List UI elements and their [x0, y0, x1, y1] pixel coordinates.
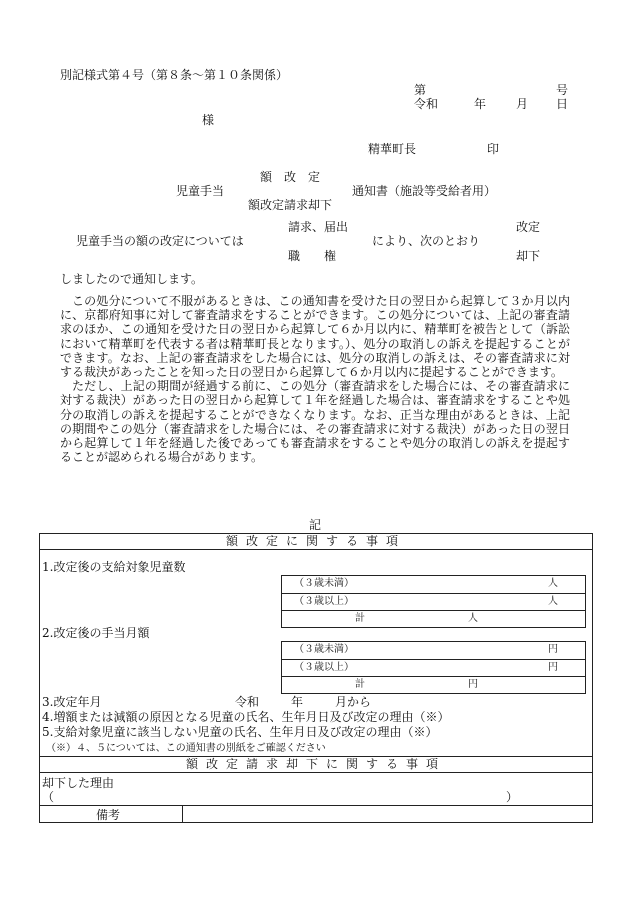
amount-row-under3 — [282, 642, 585, 658]
remarks-divider — [182, 805, 183, 823]
amount-row-total — [282, 676, 585, 693]
seal-mark: 印 — [487, 142, 500, 156]
item-3-era: 令和 — [235, 695, 260, 709]
reject-reason-paren-close: ） — [506, 790, 519, 804]
item-3-year: 年 — [291, 695, 304, 709]
amount-under3-label: （３歳未満） — [294, 644, 354, 655]
reject-reason-paren-open: （ — [42, 790, 55, 804]
date-era: 令和 — [414, 97, 439, 111]
amount-box — [281, 641, 586, 694]
date-year: 年 — [474, 97, 487, 111]
remarks-label: 備考 — [96, 808, 121, 822]
change-section-header: 額改定に関する事項 — [40, 534, 592, 550]
footnote: （※）４、５については、この通知書の別紙をご確認ください — [46, 743, 326, 754]
option-request: 請求、届出 — [288, 220, 349, 234]
reject-reason-label: 却下した理由 — [42, 776, 115, 790]
children-under3-label: （３歳未満） — [294, 578, 354, 589]
children-row-total — [282, 610, 585, 627]
option-authority: 職 権 — [288, 249, 337, 263]
appeal-paragraph-2: ただし、上記の期間が経過する前に、この処分（審査請求をした場合には、その審査請求に対する裁決）があった日の翌日から起算して１年を経過した場合は、審査請求をすることや処分の取消しの訴えを提起することができなくなります。なお、正当な理由があるときは、上記の期間やこの処分（審査請求をした場合には、その審査請求に対する裁決）があった日の翌日から起算して１年を経過した後であっても審査請求をすることや処分の取消しの訴えを提起することが認められる場合があります。 — [60, 379, 570, 465]
children-under3-unit: 人 — [548, 578, 558, 589]
children-over3-label: （３歳以上） — [294, 596, 354, 607]
doc-number-suffix: 号 — [556, 83, 569, 97]
item-5-label: 5.支給対象児童に該当しない児童の氏名、生年月日及び改定の理由（※） — [42, 725, 438, 739]
title-option-change: 額 改 定 — [260, 170, 321, 184]
form-number: 別記様式第４号（第８条～第１０条関係） — [60, 68, 289, 82]
date-month: 月 — [516, 97, 529, 111]
children-count-box — [281, 575, 586, 628]
appeal-paragraph-1: この処分について不服があるときは、この通知書を受けた日の翌日から起算して３か月以内に、京都府知事に対して審査請求をすることができます。この処分については、上記の審査請求のほか、この通知を受けた日の翌日から起算して６か月以内に、精華町を被告として（訴訟において精華町を代表する者は精華町長となります。）、処分の取消しの訴えを提起することができます。なお、上記の審査請求をした場合には、処分の取消しの訴えは、その審査請求に対する裁決があったことを知った日の翌日から起算して６か月以内に提起することができます。 — [60, 294, 570, 380]
children-total-label: 計 — [355, 613, 365, 624]
amount-total-label: 計 — [355, 679, 365, 690]
body-closing: しましたので通知します。 — [60, 272, 204, 286]
option-reject: 却下 — [516, 249, 541, 263]
issuer-name: 精華町長 — [368, 142, 417, 156]
details-table — [39, 533, 593, 823]
item-3-label: 3.改定年月 — [42, 695, 102, 709]
item-1-label: 1.改定後の支給対象児童数 — [42, 560, 186, 574]
children-row-under3 — [282, 576, 585, 592]
item-3-month: 月から — [335, 695, 372, 709]
title-left: 児童手当 — [176, 184, 225, 198]
title-right: 通知書（施設等受給者用） — [352, 184, 497, 198]
amount-over3-label: （３歳以上） — [294, 662, 354, 673]
children-total-unit: 人 — [468, 613, 478, 624]
amount-under3-unit: 円 — [548, 644, 558, 655]
item-4-label: 4.増額または減額の原因となる児童の氏名、生年月日及び改定の理由（※） — [42, 710, 450, 724]
option-change: 改定 — [516, 220, 541, 234]
children-over3-unit: 人 — [548, 596, 558, 607]
body-middle: により、次のとおり — [372, 234, 481, 248]
body-lead: 児童手当の額の改定については — [76, 234, 244, 248]
amount-over3-unit: 円 — [548, 662, 558, 673]
divider — [40, 805, 592, 806]
title-option-reject: 額改定請求却下 — [248, 198, 333, 212]
amount-row-over3 — [282, 659, 585, 676]
children-row-over3 — [282, 593, 585, 610]
record-label: 記 — [309, 518, 322, 532]
addressee-suffix: 様 — [202, 113, 215, 127]
doc-number-prefix: 第 — [414, 83, 427, 97]
date-day: 日 — [556, 97, 569, 111]
reject-section-header: 額改定請求却下に関する事項 — [40, 757, 592, 773]
amount-total-unit: 円 — [468, 679, 478, 690]
item-2-label: 2.改定後の手当月額 — [42, 626, 150, 640]
appeal-notice — [60, 294, 570, 464]
